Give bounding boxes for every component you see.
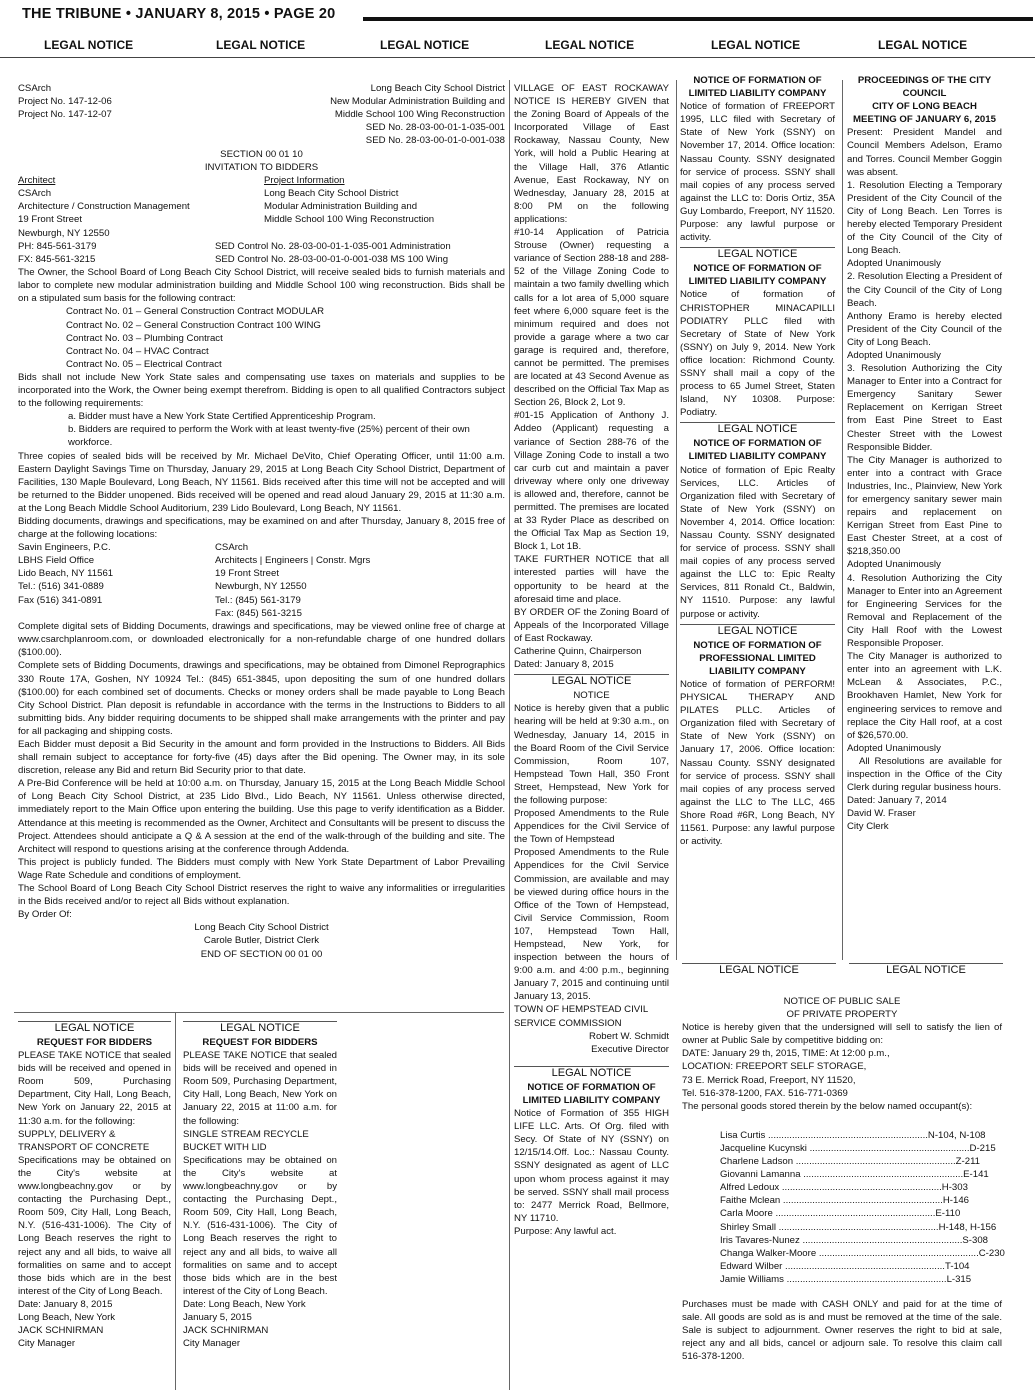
legal-notice-label: LEGAL NOTICE <box>711 38 801 52</box>
zoning-board-notice: VILLAGE OF EAST ROCKAWAY NOTICE IS HEREBY GIVEN that the Zoning Board of Appeals of the Incorporated Village of East Rockaway, Nassau County, New York, will hold a Public Hearing at the Village Hall, 376 Atlantic Avenue, East Rockaway, NY on Wednesday, January 28, 2015 at 8:00 PM on the following applications: #10-14 Application of Patricia Strouse (Owner) requesting a variance of Section 288-18 and 288-52 of the Village Zoning Code to maintain a two family dwelling which calls for a lot area of 5,000 square feet where 6,000 square feet is the minimum required and does not provide a garage where a two car garage is required and, therefore, cannot be permitted. The premises are located at 43 Second Avenue as described on the Official Tax Map as Section 26, Block 2, Lot 9. #01-15 Application of Anthony J. Addeo (Applicant) requesting a variance of Section 288-76 of the Village Zoning Code to install a two car curb cut and maintain a paver driveway where only one driveway is allowed and, therefore, cannot be permitted. The premises are located at 33 Ryder Place as described on the Official Tax Map as Section 19, Block 1, Lot 1B. TAKE FURTHER NOTICE that all interested parties will have the opportunity to be heard at the aforesaid time and place. BY ORDER OF the Zoning Board of Appeals of the Incorporated Village of East Rockaway. Catherine Quinn, Chairperson Dated: January 8, 2015 <box>514 83 669 671</box>
llc-high-life-notice: NOTICE OF FORMATION OF LIMITED LIABILITY COMPANY Notice of Formation of 355 HIGH LIFE LLC. Arts. Of Org. filed with Secy. Of State of NY (SSNY) on 12/15/14.Off. Loc.: Nassau County. SSNY designated as agent of LLC upon whom process against it may be served. SSNY shall mail process to: 2477 Merrick Road, Bellmore, NY 11710. Purpose: Any lawful act. <box>514 1081 669 1237</box>
llc-epic-realty-notice: NOTICE OF FORMATION OF LIMITED LIABILITY COMPANY Notice of formation of Epic Realty Services, LLC. Articles of Organization filed with Secretary of State of New York (SSNY) on November 4, 2014. Office location: Nassau County. SSNY designated for service of process. SSNY shall mail copies of any process served against the LLC to: Epic Realty Services, 811 Ronald Ct., Baldwin, NY 11510. Purpose: any lawful purpose or activity. <box>680 438 835 620</box>
llc-freeport-notice: NOTICE OF FORMATION OF LIMITED LIABILITY COMPANY Notice of formation of FREEPORT 1995, LLC filed with Secretary of State of New York (SSNY) on November 17, 2014. Office location: Nassau County. SSNY designated for service of process. SSNY shall mail copies of any process served against the LLC to: Doris Ortiz, 35A Guy Lombardo, Freeport, NY 11520. Purpose: any lawful purpose or activity. <box>680 75 835 244</box>
masthead-rule <box>363 17 1033 21</box>
civil-service-notice: NOTICE Notice is hereby given that a public hearing will be held at 9:30 a.m., on Wednesday, January 14, 2015 in the Board Room of the Civil Service Commission, Room 107, Hempstead Town Hall, 350 Front Street, Hempstead, New York for the following purpose: Proposed Amendments to the Rule Appendices for the Civil Service of the Town of Hempstead Proposed Amendments to the Rule Appendices for the Civil Service Commission, are available and may be viewed during office hours in the Office of the Town of Hempstead, Civil Service Commission, Room 107, Hempstead Town Hall, Hempstead, New York, for inspection between the hours of 9:00 a.m. and 4:00 p.m., beginning January 7, 2015 and continuing until January 13, 2015. TOWN OF HEMPSTEAD CIVIL SERVICE COMMISSION Robert W. Schmidt Executive Director <box>514 690 669 1055</box>
list-item: Iris Tavares-Nunez ............................................................ S-308 <box>720 1234 989 1246</box>
list-item: Charlene Ladson ............................................................ Z-211 <box>720 1156 981 1168</box>
list-item: Jacqueline Kucynski ............................................................ D-215 <box>720 1142 996 1154</box>
list-item: Jamie Williams ............................................................ L-315 <box>720 1273 972 1285</box>
pllc-perform-notice: NOTICE OF FORMATION OF PROFESSIONAL LIMITED LIABILITY COMPANY Notice of formation of PERFORM! PHYSICAL THERAPY AND PILATES PLLC. Articles of Organization filed with Secretary of State of New York (SSNY) on January 17, 2006. Office location: Nassau County. SSNY designated for service of process. SSNY shall mail copies of any process served against the LLC to The LLC, 465 Shore Road #6R, Long Beach, NY 11561. Purpose: any lawful purpose or activity. <box>680 639 835 848</box>
invitation-to-bidders: CSArch Project No. 147-12-06 Project No. 147-12-07 Long Beach City School District New Modular Administration Building and Middle School 100 Wing Reconstruction SED No. 28-03-00-01-1-035-001 SED No. 28-03-00-01-0-001-038 SECTION 00 01 10 INVITATION TO BIDDERS Architect CSArch Architecture / Construction Management 19 Front Street Newburgh, NY 12550 PH: 845-561-3179 FX: 845-561-3215 Project Information Long Beach City School District Modular Administration Building and Middle School 100 Wing Reconstruction SED Control No. 28-03-00-01-1-035-001 Administration SED Control No. 28-03-00-01-0-001-038 MS 100 Wing The Owner, the School Board of Long Beach City School District, will receive sealed bids to furnish materials and labor to complete new modular administration building and Middle School 100 wing reconstruction. Bids shall be on a stipulated sum basis for the following contract: Contract No. 01 – General Construction Contract MODULAR Contract No. 02 – General Construction Contract 100 WING Contract No. 03 – Plumbing Contract Contract No. 04 – HVAC Contract Contract No. 05 – Electrical Contract Bids shall not include New York State sales and compensating use taxes on materials and supplies to be incorporated into the Work, the Owner being exempt therefrom. Bidding is open to all qualified Contractors subject to the following requirements: a. Bidder must have a New York State Certified Apprenticeship Program. b. Bidders are required to perform the Work with at least twenty-five (25%) percent of their own workforce. Three copies of sealed bids will be received by Mr. Michael DeVito, Chief Operating Officer, until 11:00 a.m. Eastern Daylight Savings Time on Thursday, January 29, 2015 at Long Beach City School District, Department of Facilities, 130 Maple Boulevard, Long Beach, NY 11561. Bids received after this time will not be accepted and will be returned to the Bidder unopened. Bids received will be opened and read aloud January 29, 2015 at 11:30 a.m. at the Long Beach Middle School Auditorium, 239 Lido Boulevard, Long Beach, NY 11561. Bidding documents, drawings and specifications, may be examined on and after Thursday, January 8, 2015 free of charge at the following locations: Savin Engineers, P.C. LBHS Field Office Lido Beach, NY 11561 Tel.: (516) 341-0889 Fax (516) 341-0891 CSArch Architects | Engineers | Constr. Mgrs 19 Front Street Newburgh, NY 12550 Tel.: (845) 561-3179 Fax: (845) 561-3215 Complete digital sets of Bidding Documents, drawings and specifications, may be viewed online free of charge at www.csarchplanroom.com, or downloaded electronically for a non-refundable charge of one hundred dollars ($100.00). Complete sets of Bidding Documents, drawings and specifications, may be obtained from Dimonel Reprographics 330 Route 17A, Goshen, NY 10924 Tel.: (845) 651-3845, upon depositing the sum of one hundred dollars ($100.00) for each combined set of documents. Checks or money orders shall be made payable to Long Beach City School District. Plan deposit is refundable in accordance with the terms in the Instructions to Bidders to all submitting bids. Any bidder requiring documents to be shipped shall make arrangements with the printer and pay for all packaging and shipping costs. Each Bidder must deposit a Bid Security in the amount and form provided in the Instructions to Bidders. All Bids shall remain subject to acceptance for forty-five (45) days after the Bid opening. The Owner may, in its sole discretion, release any Bid and return Bid Security prior to that date. A Pre-Bid Conference will be held at 10:00 a.m. on Thursday, January 15, 2015 at the Long Beach Middle School of Long Beach City School District, at 235 Lido Blvd., Lido Beach, NY 11561. Unless otherwise directed, immediately report to the Main Office upon entering the building. Use this page to verify identification as a Bidder. Attendance at this meeting is recommended as the Owner, Architect and Consultants will be present to discuss the Project. Attendees should anticipate a Q & A session at the end of the walk-through of the building and site. The Architect will respond to questions arising at the conference through Addenda. This project is publicly funded. The Bidders must comply with New York State Department of Labor Prevailing Wage Rate Schedule and conditions of employment. The School Board of Long Beach City School District reserves the right to waive any informalities or irregularities in the Bids received and/or to reject all Bids without explanation. By Order Of: Long Beach City School District Carole Butler, District Clerk END OF SECTION 00 01 00 <box>18 83 505 960</box>
masthead: THE TRIBUNE • JANUARY 8, 2015 • PAGE 20 <box>22 6 336 22</box>
legal-notice-label: LEGAL NOTICE <box>44 38 134 52</box>
bid-locations: Savin Engineers, P.C. LBHS Field Office Lido Beach, NY 11561 Tel.: (516) 341-0889 Fax (516) 341-0891 CSArch Architects | Engineers | Constr. Mgrs 19 Front Street Newburgh, NY 12550 Tel.: (845) 561-3179 Fax: (845) 561-3215 <box>18 542 371 619</box>
column-divider <box>676 80 677 960</box>
section-subtitle: INVITATION TO BIDDERS <box>204 162 319 174</box>
pllc-podiatry-notice: NOTICE OF FORMATION OF LIMITED LIABILITY COMPANY Notice of formation of CHRISTOPHER MINACAPILLI PODIATRY PLLC filed with Secretary of State of New York (SSNY) on July 9, 2014. New York office location: Richmond County. SSNY shall mail a copy of the process to 65 Jumel Street, Staten Island, NY 10308. Purpose: Podiatry. <box>680 263 835 419</box>
legal-notice-bar <box>0 36 1035 58</box>
list-item: Alfred Ledoux ............................................................ H-303 <box>720 1182 968 1194</box>
legal-notice-label: LEGAL NOTICE <box>545 38 635 52</box>
request-for-bidders-concrete: LEGAL NOTICE REQUEST FOR BIDDERS PLEASE TAKE NOTICE that sealed bids will be received and opened in Room 509, Purchasing Department, City Hall, Long Beach, New York on January 22, 2015 at 11:30 a.m. for the following: SUPPLY, DELIVERY & TRANSPORT OF CONCRETE Specifications may be obtained on the City's website at www.longbeachny.gov or by contacting the Purchasing Dept., Room 509, City Hall, Long Beach, N.Y. (516-431-1006). The City of Long Beach reserves the right to reject any and all bids, to waive all formalities on same and to accept those bids which are in the best interest of the City of Long Beach. Date: January 8, 2015 Long Beach, New York JACK SCHNIRMAN City Manager <box>18 1022 171 1350</box>
column-3: VILLAGE OF EAST ROCKAWAY NOTICE IS HEREBY GIVEN that the Zoning Board of Appeals of the Incorporated Village of East Rockaway, Nassau County, New York, will hold a Public Hearing at the Village Hall, 376 Atlantic Avenue, East Rockaway, NY on Wednesday, January 28, 2015 at 8:00 PM on the following applications: #10-14 Application of Patricia Strouse (Owner) requesting a variance of Section 288-18 and 288-52 of the Village Zoning Code to maintain a two family dwelling which calls for a lot area of 5,000 square feet where 6,000 square feet is the minimum required and does not provide a garage where a two car garage is required and, therefore, cannot be permitted. The premises are located at 43 Second Avenue as described on the Official Tax Map as Section 26, Block 2, Lot 9. #01-15 Application of Anthony J. Addeo (Applicant) requesting a variance of Section 288-76 of the Village Zoning Code to install a two car curb cut and maintain a paver driveway where only one driveway is allowed and, therefore, cannot be permitted. The premises are located at 33 Ryder Place as described on the Official Tax Map as Section 19, Block 1, Lot 1B. TAKE FURTHER NOTICE that all interested parties will have the opportunity to be heard at the aforesaid time and place. BY ORDER OF the Zoning Board of Appeals of the Incorporated Village of East Rockaway. Catherine Quinn, Chairperson Dated: January 8, 2015 LEGAL NOTICE NOTICE Notice is hereby given that a public hearing will be held at 9:30 a.m., on Wednesday, January 14, 2015 in the Board Room of the Civil Service Commission, Room 107, Hempstead Town Hall, 350 Front Street, Hempstead, New York for the following purpose: Proposed Amendments to the Rule Appendices for the Civil Service of the Town of Hempstead Proposed Amendments to the Rule Appendices for the Civil Service Commission, are available and may be viewed during office hours in the Office of the Town of Hempstead, Civil Service Commission, Room 107, Hempstead Town Hall, Hempstead, New York, for inspection between the hours of 9:00 a.m. and 4:00 p.m., beginning January 7, 2015 and continuing until January 13, 2015. TOWN OF HEMPSTEAD CIVIL SERVICE COMMISSION Robert W. Schmidt Executive Director LEGAL NOTICE NOTICE OF FORMATION OF LIMITED LIABILITY COMPANY Notice of Formation of 355 HIGH LIFE LLC. Arts. Of Org. filed with Secy. Of State of NY (SSNY) on 12/15/14.Off. Loc.: Nassau County. SSNY designated as agent of LLC upon whom process against it may be served. SSNY shall mail process to: 2477 Merrick Road, Bellmore, NY 11710. Purpose: Any lawful act. <box>514 83 669 1237</box>
list-item: Changa Walker-Moore ............................................................ C-230 <box>720 1247 1005 1259</box>
column-divider <box>842 80 843 960</box>
list-item: Edward Wilber ............................................................ T-104 <box>720 1260 970 1272</box>
legal-notice-label: LEGAL NOTICE <box>216 38 306 52</box>
legal-notice-label: LEGAL NOTICE <box>380 38 470 52</box>
legal-notice-label: LEGAL NOTICE <box>878 38 968 52</box>
legal-notice-header: LEGAL NOTICE <box>682 960 836 978</box>
request-for-bidders-recycle: LEGAL NOTICE REQUEST FOR BIDDERS PLEASE TAKE NOTICE that sealed bids will be received and opened in Room 509, Purchasing Department, City Hall, Long Beach, New York on January 22, 2015 at 11:00 a.m. for the following: SINGLE STREAM RECYCLE BUCKET WITH LID Specifications may be obtained on the City's website at www.longbeachny.gov or by contacting the Purchasing Dept., Room 509, City Hall, Long Beach, N.Y. (516-431-1006). The City of Long Beach reserves the right to reject any and all bids, to waive all formalities on same and to accept those bids which are in the best interest of the City of Long Beach. Date: Long Beach, New York January 5, 2015 JACK SCHNIRMAN City Manager <box>183 1022 337 1350</box>
contact-block: Architect CSArch Architecture / Construction Management 19 Front Street Newburgh, NY 12550 PH: 845-561-3179 FX: 845-561-3215 Project Information Long Beach City School District Modular Administration Building and Middle School 100 Wing Reconstruction SED Control No. 28-03-00-01-1-035-001 Administration SED Control No. 28-03-00-01-0-001-038 MS 100 Wing <box>18 175 451 265</box>
list-item: Giovanni Lamanna ............................................................ E-141 <box>720 1169 989 1181</box>
section-divider <box>14 1012 504 1013</box>
column-4: NOTICE OF FORMATION OF LIMITED LIABILITY COMPANY Notice of formation of FREEPORT 1995, LLC filed with Secretary of State of New York (SSNY) on November 17, 2014. Office location: Nassau County. SSNY designated for service of process. SSNY shall mail copies of any process served against the LLC to: Doris Ortiz, 35A Guy Lombardo, Freeport, NY 11520. Purpose: any lawful purpose or activity. LEGAL NOTICE NOTICE OF FORMATION OF LIMITED LIABILITY COMPANY Notice of formation of CHRISTOPHER MINACAPILLI PODIATRY PLLC filed with Secretary of State of New York (SSNY) on July 9, 2014. New York office location: Richmond County. SSNY shall mail a copy of the process to 65 Jumel Street, Staten Island, NY 10308. Purpose: Podiatry. LEGAL NOTICE NOTICE OF FORMATION OF LIMITED LIABILITY COMPANY Notice of formation of Epic Realty Services, LLC. Articles of Organization filed with Secretary of State of New York (SSNY) on November 4, 2014. Office location: Nassau County. SSNY designated for service of process. SSNY shall mail copies of any process served against the LLC to: Epic Realty Services, 811 Ronald Ct., Baldwin, NY 11510. Purpose: any lawful purpose or activity. LEGAL NOTICE NOTICE OF FORMATION OF PROFESSIONAL LIMITED LIABILITY COMPANY Notice of formation of PERFORM! PHYSICAL THERAPY AND PILATES PLLC. Articles of Organization filed with Secretary of State of New York (SSNY) on January 17, 2006. Office location: Nassau County. SSNY designated for service of process. SSNY shall mail copies of any process served against the LLC to The LLC, 465 Shore Road #6R, Long Beach, NY 11561. Purpose: any lawful purpose or activity. <box>680 75 835 848</box>
project-numbers: CSArch Project No. 147-12-06 Project No. 147-12-07 <box>18 83 112 121</box>
section-title: SECTION 00 01 10 <box>220 149 303 160</box>
column-divider <box>509 80 510 1390</box>
public-sale-notice: NOTICE OF PUBLIC SALE OF PRIVATE PROPERTY Notice is hereby given that the undersigned will sell to satisfy the lien of owner at Public Sale by competitive bidding on: DATE: January 29 th, 2015, TIME: At 12:00 p.m., LOCATION: FREEPORT SELF STORAGE, 73 E. Merrick Road, Freeport, NY 11520, Tel. 516-378-1200, FAX. 516-771-0369 The personal goods stored therein by the below named occupant(s): Lisa Curtis ............................................................ N-104, N-108 Jacqueline Kucynski ............................................................ D-215 Charlene Ladson ............................................................ Z-211 Giovanni Lamanna ............................................................ E-141 Alfred Ledoux ............................................................ H-303 Faithe Mclean ............................................................ H-146 Carla Moore ............................................................ E-110 Shirley Small ............................................................ H-148, H-156 Iris Tavares-Nunez ............................................................ S-308 Changa Walker-Moore ............................................................ C-230 Edward Wilber ............................................................ T-104 Jamie Williams ............................................................ L-315 Purchases must be made with CASH ONLY and paid for at the time of sale. All goods are sold as is and must be removed at the time of the sale. Sale is subject to adjournment. Owner reserves the right to bid at sale, reject any and all bids, cancel or adjourn sale. To resolve this claim call 516-378-1200. <box>682 996 1005 1363</box>
city-council-proceedings: PROCEEDINGS OF THE CITY COUNCIL CITY OF LONG BEACH MEETING OF JANUARY 6, 2015 Present: President Mandel and Council Members Adelson, Eramo and Torres. Council Member Goggin was absent. 1. Resolution Electing a Temporary President of the City Council of the City of Long Beach. Len Torres is hereby elected Temporary President of the City Council of the City of Long Beach. Adopted Unanimously 2. Resolution Electing a President of the City Council of the City of Long Beach. Anthony Eramo is hereby elected President of the City Council of the City of Long Beach. Adopted Unanimously 3. Resolution Authorizing the City Manager to Enter into a Contract for Emergency Sanitary Sewer Replacement on Kerrigan Street from East Pine Street to East Chester Street with the Lowest Responsible Bidder. The City Manager is authorized to enter into a contract with Grace Industries, Inc., Plainview, New York for emergency sanitary sewer main repairs and replacement on Kerrigan Street from East Pine to East Chester Street, at a cost of $218,350.00 Adopted Unanimously 4. Resolution Authorizing the City Manager to Enter into an Agreement for Engineering Services for the Removal and Replacement of the City Hall Roof with the Lowest Responsible Proposer. The City Manager is authorized to enter into an agreement with L.K. McLean & Associates, P.C., Brookhaven Hamlet, New York for engineering services to remove and replace the City Hall roof, at a cost of $26,570.00. Adopted Unanimously All Resolutions are available for inspection in the Office of the City Clerk during regular business hours. Dated: January 7, 2014 David W. Fraser City Clerk <box>847 75 1002 833</box>
legal-notice-header: LEGAL NOTICE <box>849 960 1003 978</box>
list-item: Lisa Curtis ............................................................ N-104, N-108 <box>720 1129 986 1141</box>
list-item: Carla Moore ............................................................ E-110 <box>720 1208 961 1220</box>
list-item: Faithe Mclean ............................................................ H-146 <box>720 1195 969 1207</box>
column-divider <box>175 1012 176 1390</box>
occupant-list <box>720 1129 1005 1286</box>
project-header: Long Beach City School District New Modular Administration Building and Middle School 100 Wing Reconstruction SED No. 28-03-00-01-1-035-001 SED No. 28-03-00-01-0-001-038 <box>330 83 505 147</box>
list-item: Shirley Small ............................................................ H-148, H-156 <box>720 1221 997 1233</box>
